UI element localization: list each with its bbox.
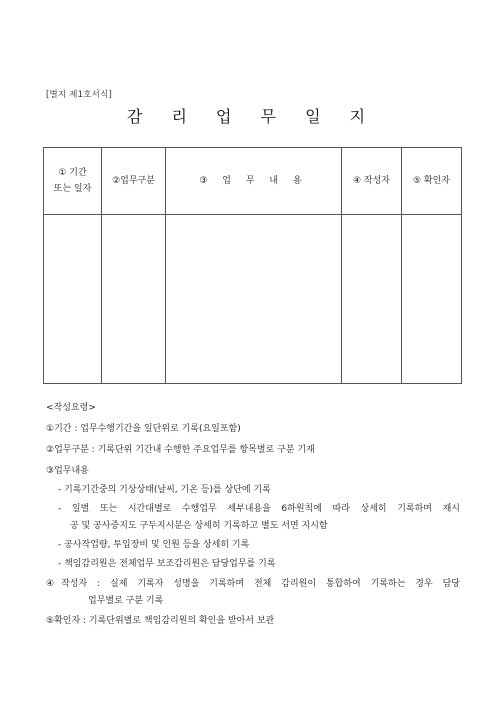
header-period-line1: ① 기간 (58, 168, 87, 178)
table-header-row (44, 148, 462, 215)
cell-writer[interactable] (342, 215, 402, 384)
header-task-category: ②업무구분 (102, 148, 166, 215)
guideline-writer-cont: 업무별로 구분 기록 (88, 596, 164, 606)
guideline-sub-roles: - 책임감리원은 전체업무 보조감리원은 담당업무를 기록 (58, 559, 276, 569)
guideline-sub-details-cont: 공 및 공사중지도 구두지시분은 상세히 기록하고 별도 서면 지시함 (70, 521, 328, 531)
guideline-period: ①기간 : 업무수행기간을 일단위로 기록(요일포함) (46, 424, 241, 434)
cell-confirmer[interactable] (402, 215, 462, 384)
header-period-line2: 또는 일자 (53, 184, 92, 194)
cell-task-content[interactable] (166, 215, 342, 384)
guideline-writer: ④작성자 : 실제 기록자 성명을 기록하며 전체 감리원이 통합하여 기록하는 경우 담당 (46, 579, 460, 589)
table-body-row (44, 215, 462, 384)
form-number: [별지 제1호서식] (46, 90, 113, 100)
guideline-confirmer: ⑤확인자 : 기록단위별로 책임감리원의 확인을 받아서 보관 (46, 616, 275, 626)
guidelines-heading: <작성요령> (46, 403, 96, 413)
guideline-sub-details: - 일별 또는 시간대별로 수행업무 세부내용을 6하원칙에 따라 상세히 기록하며 재시 (58, 504, 460, 514)
cell-task-category[interactable] (102, 215, 166, 384)
guideline-sub-weather: - 기록기간중의 기상상태(날씨, 기온 등)를 상단에 기록 (58, 485, 271, 495)
header-writer: ④ 작성자 (342, 148, 402, 215)
header-confirmer: ⑤ 확인자 (402, 148, 462, 215)
guideline-sub-workload: - 공사작업량, 투입장비 및 인원 등을 상세히 기록 (58, 540, 250, 550)
header-task-content: ③ 업 무 내 용 (166, 148, 342, 215)
cell-period[interactable] (44, 215, 102, 384)
header-period (44, 148, 102, 215)
document-title: 감 리 업 무 일 지 (126, 107, 378, 126)
guideline-task-category: ②업무구분 : 기록단위 기간내 수행한 주요업무를 항목별로 구분 기재 (46, 445, 315, 455)
supervision-log-table (43, 147, 462, 384)
guideline-task-content: ③업무내용 (46, 466, 89, 476)
